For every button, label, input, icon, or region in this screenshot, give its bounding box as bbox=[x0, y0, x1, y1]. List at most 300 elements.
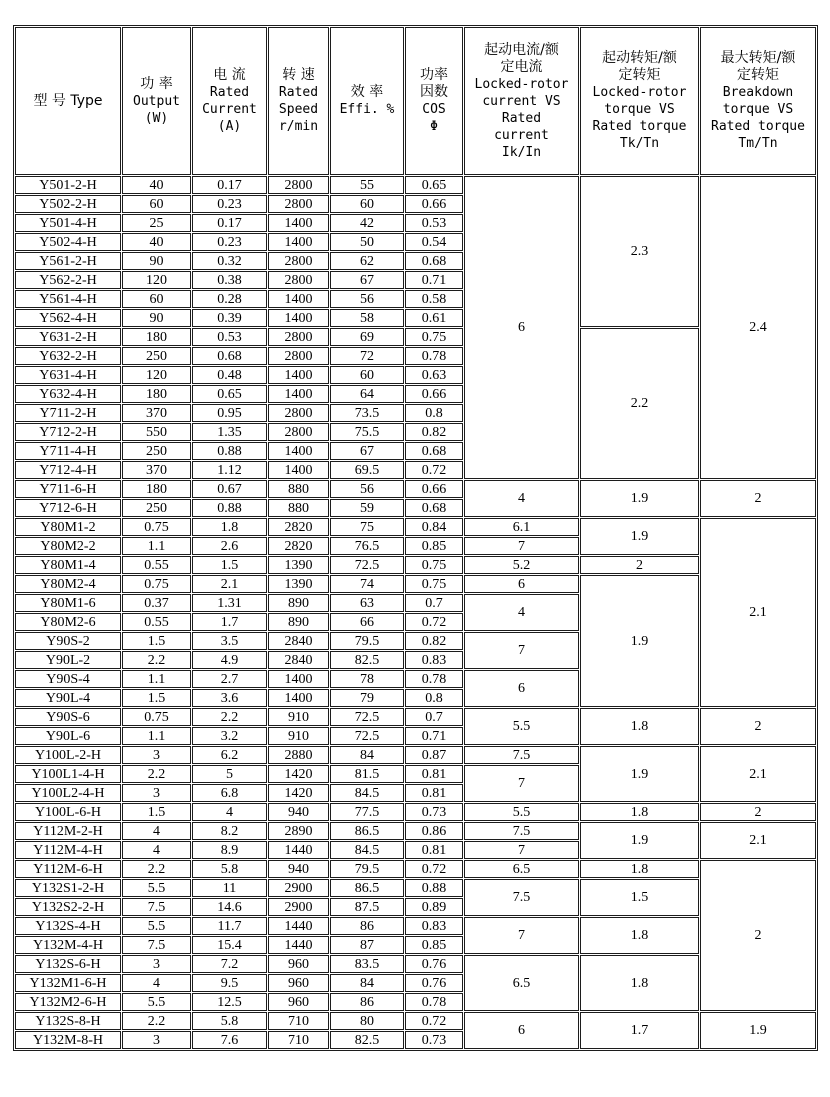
cell-output: 90 bbox=[122, 252, 191, 270]
cell-current: 1.8 bbox=[192, 518, 267, 536]
cell-type: Y712-6-H bbox=[15, 499, 121, 517]
header-line: 电 流 bbox=[213, 67, 246, 83]
cell-type: Y80M1-2 bbox=[15, 518, 121, 536]
cell-efficiency: 56 bbox=[330, 480, 404, 498]
cell-cos: 0.89 bbox=[405, 898, 463, 916]
cell-current: 6.2 bbox=[192, 746, 267, 764]
cell-cos: 0.68 bbox=[405, 442, 463, 460]
cell-current: 0.17 bbox=[192, 214, 267, 232]
cell-type: Y80M2-2 bbox=[15, 537, 121, 555]
cell-current: 9.5 bbox=[192, 974, 267, 992]
cell-cos: 0.85 bbox=[405, 936, 463, 954]
table-row bbox=[15, 1012, 816, 1030]
motor-spec-table bbox=[13, 25, 818, 1051]
cell-efficiency: 86 bbox=[330, 917, 404, 935]
cell-current: 0.67 bbox=[192, 480, 267, 498]
cell-output: 60 bbox=[122, 195, 191, 213]
cell-tk-tn: 1.8 bbox=[580, 708, 699, 745]
cell-cos: 0.72 bbox=[405, 1012, 463, 1030]
cell-cos: 0.87 bbox=[405, 746, 463, 764]
cell-efficiency: 86 bbox=[330, 993, 404, 1011]
cell-tk-tn: 1.9 bbox=[580, 575, 699, 707]
cell-speed: 1400 bbox=[268, 461, 329, 479]
cell-speed: 2840 bbox=[268, 651, 329, 669]
cell-type: Y132M2-6-H bbox=[15, 993, 121, 1011]
cell-tm-tn: 2.4 bbox=[700, 176, 816, 479]
cell-output: 1.1 bbox=[122, 670, 191, 688]
cell-speed: 1440 bbox=[268, 841, 329, 859]
cell-ik-in: 7.5 bbox=[464, 746, 579, 764]
cell-speed: 2900 bbox=[268, 879, 329, 897]
cell-output: 90 bbox=[122, 309, 191, 327]
cell-type: Y80M1-6 bbox=[15, 594, 121, 612]
header-cell-tk-tn bbox=[580, 27, 699, 175]
cell-ik-in: 7 bbox=[464, 765, 579, 802]
cell-cos: 0.81 bbox=[405, 765, 463, 783]
cell-output: 2.2 bbox=[122, 1012, 191, 1030]
cell-output: 120 bbox=[122, 271, 191, 289]
header-line: current bbox=[494, 127, 549, 143]
cell-speed: 940 bbox=[268, 803, 329, 821]
header-cell-type bbox=[15, 27, 121, 175]
cell-efficiency: 81.5 bbox=[330, 765, 404, 783]
cell-efficiency: 55 bbox=[330, 176, 404, 194]
cell-type: Y90S-4 bbox=[15, 670, 121, 688]
cell-output: 40 bbox=[122, 233, 191, 251]
cell-type: Y132S-8-H bbox=[15, 1012, 121, 1030]
cell-ik-in: 7.5 bbox=[464, 822, 579, 840]
header-line: Φ bbox=[430, 119, 438, 134]
cell-efficiency: 60 bbox=[330, 366, 404, 384]
header-cell-tm-tn bbox=[700, 27, 816, 175]
table-row bbox=[15, 746, 816, 764]
cell-output: 60 bbox=[122, 290, 191, 308]
cell-speed: 2900 bbox=[268, 898, 329, 916]
cell-efficiency: 84.5 bbox=[330, 841, 404, 859]
cell-efficiency: 72.5 bbox=[330, 708, 404, 726]
cell-ik-in: 7 bbox=[464, 841, 579, 859]
header-line: 起动转矩/额 bbox=[602, 50, 677, 66]
cell-tk-tn: 1.5 bbox=[580, 879, 699, 916]
cell-cos: 0.68 bbox=[405, 252, 463, 270]
cell-tk-tn: 2.2 bbox=[580, 328, 699, 479]
header-cell-ik-in bbox=[464, 27, 579, 175]
header-line: Breakdown bbox=[722, 85, 794, 100]
cell-type: Y100L2-4-H bbox=[15, 784, 121, 802]
cell-tk-tn: 2.3 bbox=[580, 176, 699, 327]
cell-cos: 0.61 bbox=[405, 309, 463, 327]
cell-output: 1.5 bbox=[122, 803, 191, 821]
header-line: Output bbox=[133, 93, 180, 109]
table-row bbox=[15, 822, 816, 840]
cell-cos: 0.7 bbox=[405, 708, 463, 726]
cell-cos: 0.75 bbox=[405, 556, 463, 574]
cell-ik-in: 6 bbox=[464, 1012, 579, 1049]
header-line: 定转矩 bbox=[618, 67, 661, 83]
table-row bbox=[15, 917, 816, 935]
cell-type: Y632-2-H bbox=[15, 347, 121, 365]
cell-efficiency: 76.5 bbox=[330, 537, 404, 555]
cell-output: 5.5 bbox=[122, 993, 191, 1011]
cell-type: Y562-2-H bbox=[15, 271, 121, 289]
cell-efficiency: 69.5 bbox=[330, 461, 404, 479]
cell-current: 0.53 bbox=[192, 328, 267, 346]
cell-speed: 2840 bbox=[268, 632, 329, 650]
cell-efficiency: 63 bbox=[330, 594, 404, 612]
cell-current: 4 bbox=[192, 803, 267, 821]
header-line: r/min bbox=[278, 119, 319, 134]
cell-current: 7.2 bbox=[192, 955, 267, 973]
cell-output: 0.55 bbox=[122, 556, 191, 574]
cell-speed: 1440 bbox=[268, 917, 329, 935]
cell-type: Y100L1-4-H bbox=[15, 765, 121, 783]
header-line: 定转矩 bbox=[737, 67, 779, 83]
header-line: Rated torque bbox=[592, 119, 687, 134]
cell-speed: 2800 bbox=[268, 271, 329, 289]
cell-speed: 890 bbox=[268, 613, 329, 631]
cell-output: 250 bbox=[122, 347, 191, 365]
cell-speed: 2800 bbox=[268, 347, 329, 365]
cell-output: 370 bbox=[122, 461, 191, 479]
header-line: Effi. % bbox=[339, 102, 395, 117]
cell-cos: 0.76 bbox=[405, 955, 463, 973]
cell-output: 1.5 bbox=[122, 689, 191, 707]
cell-output: 0.37 bbox=[122, 594, 191, 612]
cell-speed: 960 bbox=[268, 993, 329, 1011]
table-row bbox=[15, 860, 816, 878]
cell-efficiency: 59 bbox=[330, 499, 404, 517]
cell-speed: 710 bbox=[268, 1012, 329, 1030]
cell-output: 0.55 bbox=[122, 613, 191, 631]
cell-current: 11 bbox=[192, 879, 267, 897]
cell-current: 0.38 bbox=[192, 271, 267, 289]
cell-type: Y631-4-H bbox=[15, 366, 121, 384]
cell-speed: 1400 bbox=[268, 309, 329, 327]
cell-output: 0.75 bbox=[122, 575, 191, 593]
cell-efficiency: 87 bbox=[330, 936, 404, 954]
cell-cos: 0.66 bbox=[405, 480, 463, 498]
cell-current: 2.1 bbox=[192, 575, 267, 593]
cell-cos: 0.86 bbox=[405, 822, 463, 840]
cell-current: 8.9 bbox=[192, 841, 267, 859]
cell-output: 7.5 bbox=[122, 936, 191, 954]
cell-cos: 0.8 bbox=[405, 404, 463, 422]
cell-efficiency: 79.5 bbox=[330, 860, 404, 878]
cell-current: 15.4 bbox=[192, 936, 267, 954]
cell-speed: 1420 bbox=[268, 765, 329, 783]
cell-ik-in: 5.5 bbox=[464, 708, 579, 745]
cell-type: Y132M-8-H bbox=[15, 1031, 121, 1049]
cell-efficiency: 82.5 bbox=[330, 651, 404, 669]
header-line: 功 率 bbox=[140, 75, 173, 92]
cell-cos: 0.84 bbox=[405, 518, 463, 536]
cell-tm-tn: 2 bbox=[700, 708, 816, 745]
cell-type: Y80M2-6 bbox=[15, 613, 121, 631]
cell-efficiency: 50 bbox=[330, 233, 404, 251]
cell-tm-tn: 2 bbox=[700, 480, 816, 517]
cell-speed: 1400 bbox=[268, 290, 329, 308]
cell-current: 2.7 bbox=[192, 670, 267, 688]
cell-efficiency: 84.5 bbox=[330, 784, 404, 802]
cell-cos: 0.54 bbox=[405, 233, 463, 251]
cell-type: Y90S-6 bbox=[15, 708, 121, 726]
cell-speed: 1440 bbox=[268, 936, 329, 954]
header-line: Locked-rotor bbox=[474, 76, 569, 92]
header-line: 定电流 bbox=[500, 58, 543, 75]
cell-current: 5.8 bbox=[192, 1012, 267, 1030]
cell-current: 3.2 bbox=[192, 727, 267, 745]
cell-speed: 2800 bbox=[268, 423, 329, 441]
cell-ik-in: 7 bbox=[464, 537, 579, 555]
cell-cos: 0.85 bbox=[405, 537, 463, 555]
header-line: Rated bbox=[209, 85, 250, 100]
cell-speed: 910 bbox=[268, 727, 329, 745]
cell-current: 2.2 bbox=[192, 708, 267, 726]
cell-tk-tn: 1.9 bbox=[580, 518, 699, 555]
cell-efficiency: 87.5 bbox=[330, 898, 404, 916]
cell-output: 25 bbox=[122, 214, 191, 232]
cell-current: 0.39 bbox=[192, 309, 267, 327]
cell-speed: 960 bbox=[268, 974, 329, 992]
cell-type: Y711-4-H bbox=[15, 442, 121, 460]
cell-output: 0.75 bbox=[122, 708, 191, 726]
header-line: Rated bbox=[278, 85, 319, 100]
table-row bbox=[15, 803, 816, 821]
cell-ik-in: 6.5 bbox=[464, 860, 579, 878]
cell-cos: 0.83 bbox=[405, 651, 463, 669]
cell-efficiency: 69 bbox=[330, 328, 404, 346]
cell-output: 3 bbox=[122, 784, 191, 802]
cell-current: 1.7 bbox=[192, 613, 267, 631]
cell-current: 1.5 bbox=[192, 556, 267, 574]
cell-output: 120 bbox=[122, 366, 191, 384]
cell-tk-tn: 1.8 bbox=[580, 860, 699, 878]
cell-type: Y112M-4-H bbox=[15, 841, 121, 859]
cell-efficiency: 79 bbox=[330, 689, 404, 707]
cell-speed: 1400 bbox=[268, 214, 329, 232]
cell-tk-tn: 1.9 bbox=[580, 822, 699, 859]
cell-cos: 0.65 bbox=[405, 176, 463, 194]
cell-ik-in: 7 bbox=[464, 632, 579, 669]
cell-efficiency: 86.5 bbox=[330, 879, 404, 897]
cell-cos: 0.82 bbox=[405, 632, 463, 650]
cell-type: Y90L-4 bbox=[15, 689, 121, 707]
cell-ik-in: 4 bbox=[464, 594, 579, 631]
cell-current: 12.5 bbox=[192, 993, 267, 1011]
cell-output: 3 bbox=[122, 955, 191, 973]
cell-speed: 960 bbox=[268, 955, 329, 973]
cell-speed: 910 bbox=[268, 708, 329, 726]
header-line: (W) bbox=[144, 110, 169, 126]
cell-type: Y100L-6-H bbox=[15, 803, 121, 821]
cell-tk-tn: 1.8 bbox=[580, 803, 699, 821]
cell-current: 0.68 bbox=[192, 347, 267, 365]
cell-current: 5 bbox=[192, 765, 267, 783]
cell-type: Y712-2-H bbox=[15, 423, 121, 441]
cell-efficiency: 84 bbox=[330, 974, 404, 992]
cell-ik-in: 6 bbox=[464, 575, 579, 593]
cell-ik-in: 6 bbox=[464, 670, 579, 707]
header-line: 转 速 bbox=[282, 67, 315, 83]
cell-ik-in: 6 bbox=[464, 176, 579, 479]
cell-tm-tn: 2 bbox=[700, 860, 816, 1011]
header-line: Locked-rotor bbox=[592, 85, 687, 100]
cell-cos: 0.63 bbox=[405, 366, 463, 384]
cell-speed: 2800 bbox=[268, 328, 329, 346]
table-row bbox=[15, 176, 816, 194]
cell-cos: 0.88 bbox=[405, 879, 463, 897]
cell-speed: 1400 bbox=[268, 442, 329, 460]
cell-efficiency: 62 bbox=[330, 252, 404, 270]
cell-current: 0.65 bbox=[192, 385, 267, 403]
cell-efficiency: 75 bbox=[330, 518, 404, 536]
cell-efficiency: 84 bbox=[330, 746, 404, 764]
cell-current: 8.2 bbox=[192, 822, 267, 840]
cell-efficiency: 72.5 bbox=[330, 556, 404, 574]
cell-current: 7.6 bbox=[192, 1031, 267, 1049]
cell-type: Y502-2-H bbox=[15, 195, 121, 213]
cell-cos: 0.8 bbox=[405, 689, 463, 707]
cell-output: 4 bbox=[122, 974, 191, 992]
cell-speed: 1400 bbox=[268, 366, 329, 384]
cell-speed: 880 bbox=[268, 480, 329, 498]
cell-speed: 1390 bbox=[268, 556, 329, 574]
cell-tm-tn: 1.9 bbox=[700, 1012, 816, 1049]
cell-tk-tn: 1.8 bbox=[580, 917, 699, 954]
cell-type: Y132S1-2-H bbox=[15, 879, 121, 897]
cell-output: 0.75 bbox=[122, 518, 191, 536]
cell-cos: 0.78 bbox=[405, 670, 463, 688]
cell-type: Y501-4-H bbox=[15, 214, 121, 232]
cell-ik-in: 6.5 bbox=[464, 955, 579, 1011]
cell-speed: 1420 bbox=[268, 784, 329, 802]
cell-cos: 0.72 bbox=[405, 461, 463, 479]
cell-current: 0.48 bbox=[192, 366, 267, 384]
cell-type: Y631-2-H bbox=[15, 328, 121, 346]
cell-tk-tn: 1.9 bbox=[580, 480, 699, 517]
header-line: torque VS bbox=[722, 102, 794, 117]
cell-type: Y711-6-H bbox=[15, 480, 121, 498]
cell-efficiency: 75.5 bbox=[330, 423, 404, 441]
cell-speed: 2880 bbox=[268, 746, 329, 764]
header-line: Speed bbox=[278, 102, 319, 117]
cell-speed: 1400 bbox=[268, 385, 329, 403]
cell-cos: 0.68 bbox=[405, 499, 463, 517]
cell-current: 0.95 bbox=[192, 404, 267, 422]
cell-current: 3.6 bbox=[192, 689, 267, 707]
table-row bbox=[15, 879, 816, 897]
cell-cos: 0.53 bbox=[405, 214, 463, 232]
table-row bbox=[15, 708, 816, 726]
cell-tk-tn: 1.9 bbox=[580, 746, 699, 802]
header-line: Current bbox=[202, 102, 257, 117]
cell-cos: 0.73 bbox=[405, 803, 463, 821]
cell-speed: 880 bbox=[268, 499, 329, 517]
cell-speed: 2820 bbox=[268, 537, 329, 555]
cell-current: 0.32 bbox=[192, 252, 267, 270]
cell-current: 3.5 bbox=[192, 632, 267, 650]
cell-efficiency: 74 bbox=[330, 575, 404, 593]
cell-type: Y90L-2 bbox=[15, 651, 121, 669]
cell-ik-in: 4 bbox=[464, 480, 579, 517]
cell-cos: 0.82 bbox=[405, 423, 463, 441]
cell-output: 7.5 bbox=[122, 898, 191, 916]
cell-current: 1.12 bbox=[192, 461, 267, 479]
cell-speed: 890 bbox=[268, 594, 329, 612]
cell-efficiency: 67 bbox=[330, 442, 404, 460]
header-line: 因数 bbox=[420, 84, 448, 100]
cell-efficiency: 77.5 bbox=[330, 803, 404, 821]
cell-cos: 0.72 bbox=[405, 613, 463, 631]
cell-type: Y132M1-6-H bbox=[15, 974, 121, 992]
cell-cos: 0.83 bbox=[405, 917, 463, 935]
cell-output: 180 bbox=[122, 385, 191, 403]
cell-type: Y712-4-H bbox=[15, 461, 121, 479]
cell-efficiency: 73.5 bbox=[330, 404, 404, 422]
cell-type: Y132S-4-H bbox=[15, 917, 121, 935]
table-row bbox=[15, 328, 816, 346]
cell-type: Y711-2-H bbox=[15, 404, 121, 422]
header-cell-efficiency bbox=[330, 27, 404, 175]
cell-type: Y90L-6 bbox=[15, 727, 121, 745]
cell-cos: 0.58 bbox=[405, 290, 463, 308]
cell-speed: 1400 bbox=[268, 670, 329, 688]
cell-output: 5.5 bbox=[122, 917, 191, 935]
header-line: 起动电流/额 bbox=[484, 41, 559, 58]
cell-cos: 0.72 bbox=[405, 860, 463, 878]
cell-type: Y561-2-H bbox=[15, 252, 121, 270]
header-line: 型 号 Type bbox=[33, 92, 103, 109]
cell-output: 250 bbox=[122, 442, 191, 460]
cell-current: 5.8 bbox=[192, 860, 267, 878]
cell-current: 6.8 bbox=[192, 784, 267, 802]
cell-speed: 2800 bbox=[268, 404, 329, 422]
cell-type: Y100L-2-H bbox=[15, 746, 121, 764]
cell-type: Y561-4-H bbox=[15, 290, 121, 308]
cell-output: 3 bbox=[122, 1031, 191, 1049]
cell-output: 4 bbox=[122, 841, 191, 859]
cell-tm-tn: 2.1 bbox=[700, 518, 816, 707]
cell-current: 4.9 bbox=[192, 651, 267, 669]
cell-speed: 2800 bbox=[268, 252, 329, 270]
cell-efficiency: 86.5 bbox=[330, 822, 404, 840]
cell-output: 5.5 bbox=[122, 879, 191, 897]
cell-cos: 0.71 bbox=[405, 727, 463, 745]
cell-tk-tn: 1.7 bbox=[580, 1012, 699, 1049]
cell-current: 0.88 bbox=[192, 499, 267, 517]
cell-output: 1.1 bbox=[122, 727, 191, 745]
header-line: Tm/Tn bbox=[738, 136, 778, 151]
cell-type: Y501-2-H bbox=[15, 176, 121, 194]
header-cell-power-factor bbox=[405, 27, 463, 175]
cell-cos: 0.76 bbox=[405, 974, 463, 992]
cell-output: 40 bbox=[122, 176, 191, 194]
cell-cos: 0.78 bbox=[405, 347, 463, 365]
header-line: Tk/Tn bbox=[619, 136, 660, 151]
cell-current: 0.28 bbox=[192, 290, 267, 308]
cell-ik-in: 5.5 bbox=[464, 803, 579, 821]
cell-efficiency: 56 bbox=[330, 290, 404, 308]
cell-current: 14.6 bbox=[192, 898, 267, 916]
table-row bbox=[15, 955, 816, 973]
cell-tk-tn: 1.8 bbox=[580, 955, 699, 1011]
cell-speed: 1390 bbox=[268, 575, 329, 593]
header-row bbox=[15, 27, 816, 175]
table-row bbox=[15, 575, 816, 593]
header-cell-output bbox=[122, 27, 191, 175]
cell-cos: 0.78 bbox=[405, 993, 463, 1011]
header-line: 最大转矩/额 bbox=[720, 50, 796, 66]
